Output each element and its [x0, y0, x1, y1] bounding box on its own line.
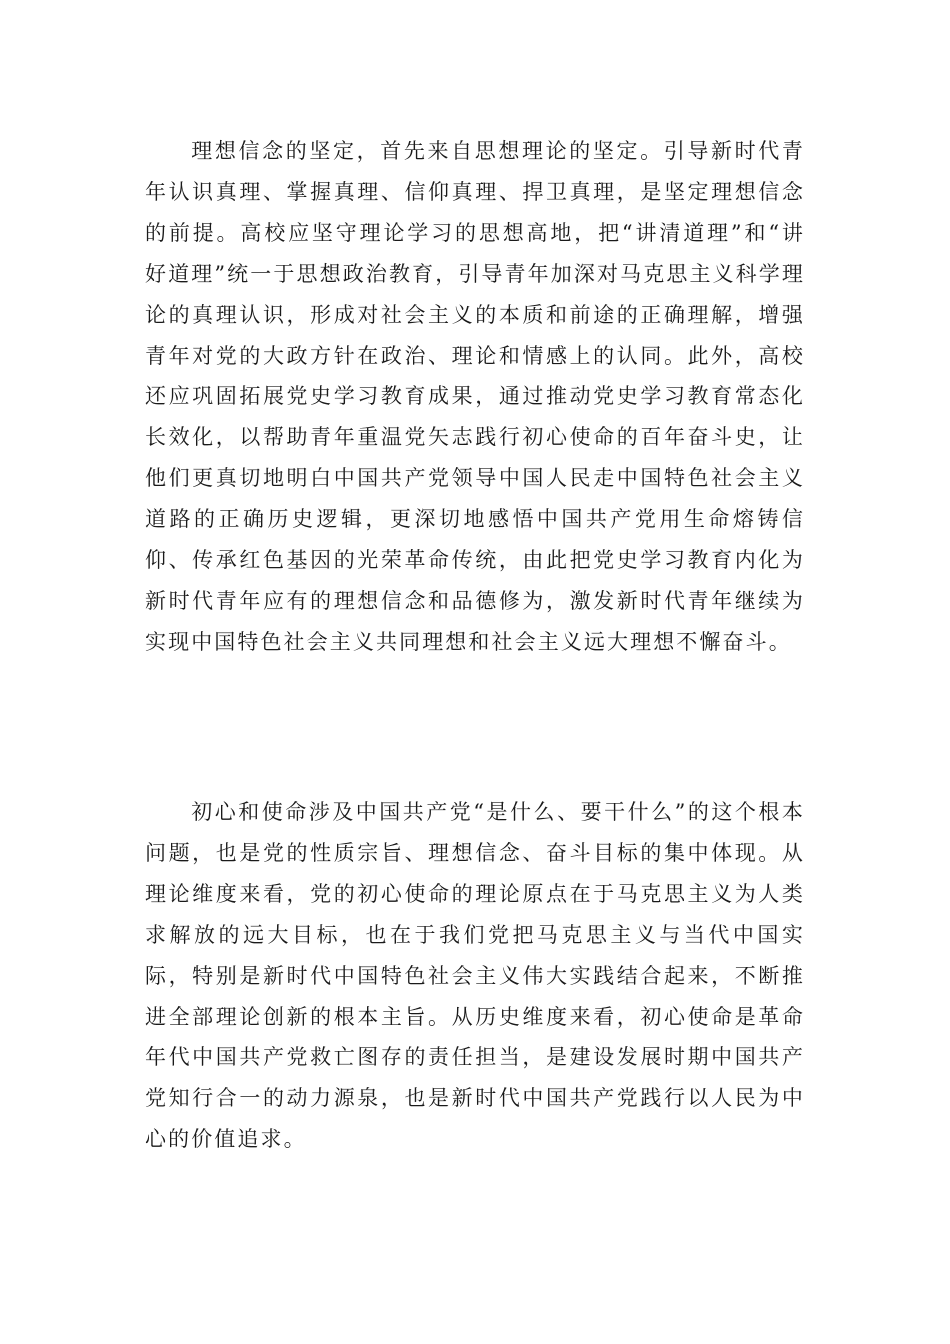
body-paragraph-2: 初心和使命涉及中国共产党“是什么、要干什么”的这个根本问题，也是党的性质宗旨、理想信念、奋斗目标的集中体现。从理论维度来看，党的初心使命的理论原点在于马克思主义为人类求解放的远大目标，也在于我们党把马克思主义与当代中国实际，特别是新时代中国特色社会主义伟大实践结合起来，不断推进全部理论创新的根本主旨。从历史维度来看，初心使命是革命年代中国共产党救亡图存的责任担当，是建设发展时期中国共产党知行合一的动力源泉，也是新时代中国共产党践行以人民为中心的价值追求。	[145, 800, 805, 1152]
body-paragraph-1: 理想信念的坚定，首先来自思想理论的坚定。引导新时代青年认识真理、掌握真理、信仰真理、捍卫真理，是坚定理想信念的前提。高校应坚守理论学习的思想高地，把“讲清道理”和“讲好道理”统一于思想政治教育，引导青年加深对马克思主义科学理论的真理认识，形成对社会主义的本质和前途的正确理解，增强青年对党的大政方针在政治、理论和情感上的认同。此外，高校还应巩固拓展党史学习教育成果，通过推动党史学习教育常态化长效化，以帮助青年重温党矢志践行初心使命的百年奋斗史，让他们更真切地明白中国共产党领导中国人民走中国特色社会主义道路的正确历史逻辑，更深切地感悟中国共产党用生命熔铸信仰、传承红色基因的光荣革命传统，由此把党史学习教育内化为新时代青年应有的理想信念和品德修为，激发新时代青年继续为实现中国特色社会主义共同理想和社会主义远大理想不懈奋斗。	[145, 139, 805, 654]
